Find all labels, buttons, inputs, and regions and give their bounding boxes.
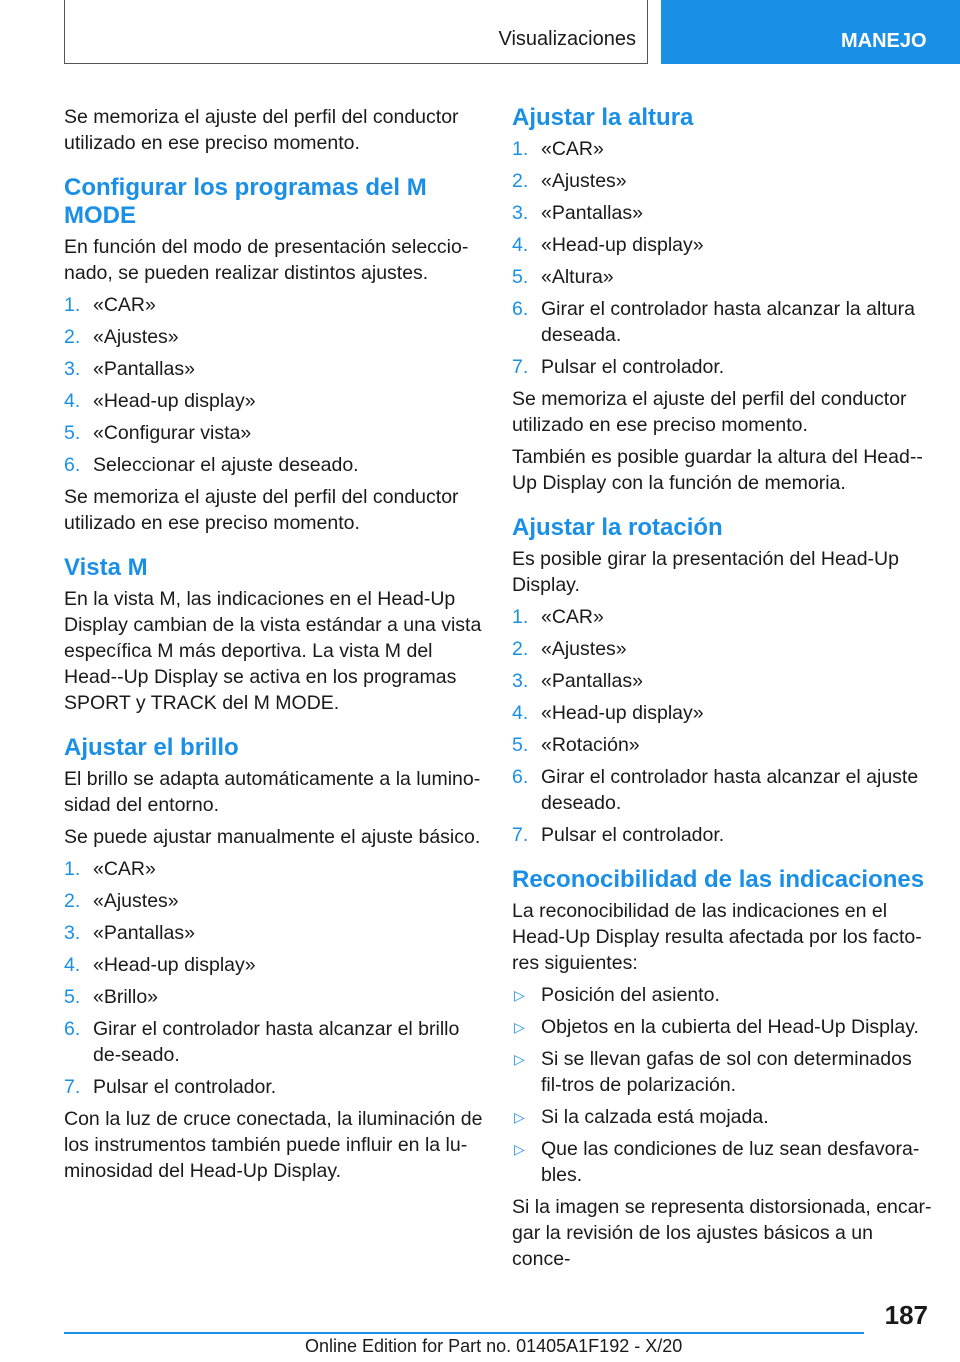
- edition-text: Online Edition for Part no. 01405A1F192 - X/20: [305, 1336, 683, 1356]
- step-number: 6.: [512, 766, 529, 788]
- step-item: [512, 168, 932, 194]
- paragraph: La reconocibilidad de las indicaciones en el Head-Up Display resulta afectada por los facto-res siguientes:: [512, 900, 922, 974]
- bullet-text: Objetos en la cubierta del Head-Up Display.: [541, 1016, 919, 1038]
- step-item: [64, 324, 484, 350]
- heading-rotacion: Ajustar la rotación: [512, 514, 723, 541]
- step-text: «CAR»: [93, 858, 156, 880]
- step-number: 4.: [512, 702, 529, 724]
- step-item: [64, 356, 484, 382]
- step-text: «Configurar vista»: [93, 422, 252, 444]
- page-number: 187: [884, 1300, 928, 1330]
- step-item: [64, 984, 484, 1010]
- step-number: 2.: [512, 170, 529, 192]
- step-number: 3.: [64, 358, 81, 380]
- step-number: 5.: [512, 266, 529, 288]
- step-item: [512, 296, 932, 348]
- step-item: [512, 822, 932, 848]
- step-item: [512, 604, 932, 630]
- bullet-item: [512, 1014, 932, 1040]
- step-number: 4.: [512, 234, 529, 256]
- step-text: «Altura»: [541, 266, 614, 288]
- step-item: [512, 700, 932, 726]
- step-text: «Pantallas»: [541, 670, 643, 692]
- step-item: [512, 136, 932, 162]
- paragraph: Se memoriza el ajuste del perfil del conductor utilizado en ese preciso momento.: [512, 388, 907, 436]
- step-item: [512, 354, 932, 380]
- bullet-text: Que las condiciones de luz sean desfavora-bles.: [541, 1138, 920, 1186]
- step-text: «Ajustes»: [541, 170, 627, 192]
- heading-reconocibilidad: Reconocibilidad de las indicaciones: [512, 866, 925, 893]
- steps-list: [64, 856, 484, 1100]
- step-number: 3.: [512, 202, 529, 224]
- steps-list: [512, 604, 932, 848]
- bullet-item: [512, 1136, 932, 1188]
- step-number: 1.: [512, 138, 529, 160]
- heading-vista-m: Vista M: [64, 554, 148, 581]
- step-item: [512, 264, 932, 290]
- step-text: Girar el controlador hasta alcanzar el ajuste deseado.: [541, 766, 919, 814]
- steps-list: [64, 292, 484, 478]
- step-number: 6.: [64, 454, 81, 476]
- step-text: «Ajustes»: [93, 890, 179, 912]
- step-number: 2.: [512, 638, 529, 660]
- step-item: [512, 668, 932, 694]
- step-number: 2.: [64, 890, 81, 912]
- step-number: 3.: [512, 670, 529, 692]
- step-text: Pulsar el controlador.: [541, 824, 725, 846]
- steps-list: [512, 136, 932, 380]
- paragraph: Se puede ajustar manualmente el ajuste básico.: [64, 826, 481, 848]
- step-text: «Ajustes»: [93, 326, 179, 348]
- step-number: 5.: [64, 986, 81, 1008]
- bullet-item: [512, 1046, 932, 1098]
- bullet-list: [512, 982, 932, 1188]
- step-text: «Pantallas»: [541, 202, 643, 224]
- step-item: [512, 232, 932, 258]
- triangle-bullet-icon: ▷: [514, 1051, 525, 1067]
- left-column: [64, 104, 484, 1190]
- step-item: [64, 452, 484, 478]
- paragraph: Si la imagen se representa distorsionada, encar-gar la revisión de los ajustes básicos a un conce-: [512, 1196, 932, 1270]
- step-number: 7.: [512, 824, 529, 846]
- paragraph: Con la luz de cruce conectada, la iluminación de los instrumentos también puede influir en la lu-minosidad del Head-Up Display.: [64, 1108, 483, 1182]
- step-number: 5.: [512, 734, 529, 756]
- paragraph: En la vista M, las indicaciones en el Head-Up Display cambian de la vista estándar a una vista específica M más deportiva. La vista M del Head--Up Display se activa en los programas SPORT y TRACK del M MODE.: [64, 588, 482, 714]
- step-text: «Head-up display»: [93, 954, 256, 976]
- step-text: «Pantallas»: [93, 922, 195, 944]
- step-item: [64, 1016, 484, 1068]
- bullet-text: Si la calzada está mojada.: [541, 1106, 769, 1128]
- chapter-tab: [661, 0, 960, 64]
- bullet-item: [512, 982, 932, 1008]
- triangle-bullet-icon: ▷: [514, 1109, 525, 1125]
- triangle-bullet-icon: ▷: [514, 987, 525, 1003]
- step-text: «Rotación»: [541, 734, 640, 756]
- step-text: «CAR»: [541, 606, 604, 628]
- step-text: «CAR»: [541, 138, 604, 160]
- step-item: [512, 764, 932, 816]
- step-item: [64, 952, 484, 978]
- step-text: «Head-up display»: [93, 390, 256, 412]
- triangle-bullet-icon: ▷: [514, 1019, 525, 1035]
- step-number: 1.: [64, 858, 81, 880]
- step-item: [64, 420, 484, 446]
- step-number: 1.: [512, 606, 529, 628]
- bullet-text: Si se llevan gafas de sol con determinados fil-tros de polarización.: [541, 1048, 912, 1096]
- triangle-bullet-icon: ▷: [514, 1141, 525, 1157]
- step-number: 4.: [64, 390, 81, 412]
- paragraph: En función del modo de presentación seleccio-nado, se pueden realizar distintos ajustes.: [64, 236, 469, 284]
- step-item: [64, 292, 484, 318]
- step-text: Pulsar el controlador.: [93, 1076, 277, 1098]
- step-number: 7.: [512, 356, 529, 378]
- step-text: «CAR»: [93, 294, 156, 316]
- step-item: [64, 888, 484, 914]
- step-item: [64, 856, 484, 882]
- step-number: 5.: [64, 422, 81, 444]
- paragraph: Es posible girar la presentación del Head-Up Display.: [512, 548, 899, 596]
- step-number: 1.: [64, 294, 81, 316]
- heading-altura: Ajustar la altura: [512, 104, 694, 131]
- step-text: Girar el controlador hasta alcanzar el brillo de-seado.: [93, 1018, 460, 1066]
- paragraph: También es posible guardar la altura del Head--Up Display con la función de memoria.: [512, 446, 923, 494]
- step-item: [64, 1074, 484, 1100]
- right-column: [512, 104, 932, 1278]
- step-text: «Head-up display»: [541, 234, 704, 256]
- step-item: [64, 920, 484, 946]
- step-text: «Pantallas»: [93, 358, 195, 380]
- step-number: 2.: [64, 326, 81, 348]
- step-number: 6.: [512, 298, 529, 320]
- step-number: 3.: [64, 922, 81, 944]
- paragraph: Se memoriza el ajuste del perfil del conductor utilizado en ese preciso momento.: [64, 106, 459, 154]
- chapter-tab-label: MANEJO: [841, 30, 927, 52]
- paragraph: Se memoriza el ajuste del perfil del conductor utilizado en ese preciso momento.: [64, 486, 459, 534]
- step-item: [512, 732, 932, 758]
- step-text: Seleccionar el ajuste deseado.: [93, 454, 359, 476]
- footer-rule: [64, 1332, 864, 1334]
- step-item: [512, 636, 932, 662]
- heading-brillo: Ajustar el brillo: [64, 734, 239, 761]
- paragraph: El brillo se adapta automáticamente a la lumino-sidad del entorno.: [64, 768, 481, 816]
- section-title: Visualizaciones: [498, 28, 636, 50]
- step-number: 7.: [64, 1076, 81, 1098]
- bullet-item: [512, 1104, 932, 1130]
- step-text: «Ajustes»: [541, 638, 627, 660]
- step-item: [64, 388, 484, 414]
- step-text: «Brillo»: [93, 986, 159, 1008]
- step-number: 4.: [64, 954, 81, 976]
- bullet-text: Posición del asiento.: [541, 984, 720, 1006]
- step-text: «Head-up display»: [541, 702, 704, 724]
- step-item: [512, 200, 932, 226]
- step-text: Pulsar el controlador.: [541, 356, 725, 378]
- step-text: Girar el controlador hasta alcanzar la altura deseada.: [541, 298, 915, 346]
- heading-mmode: Configurar los programas del M MODE: [64, 174, 427, 229]
- step-number: 6.: [64, 1018, 81, 1040]
